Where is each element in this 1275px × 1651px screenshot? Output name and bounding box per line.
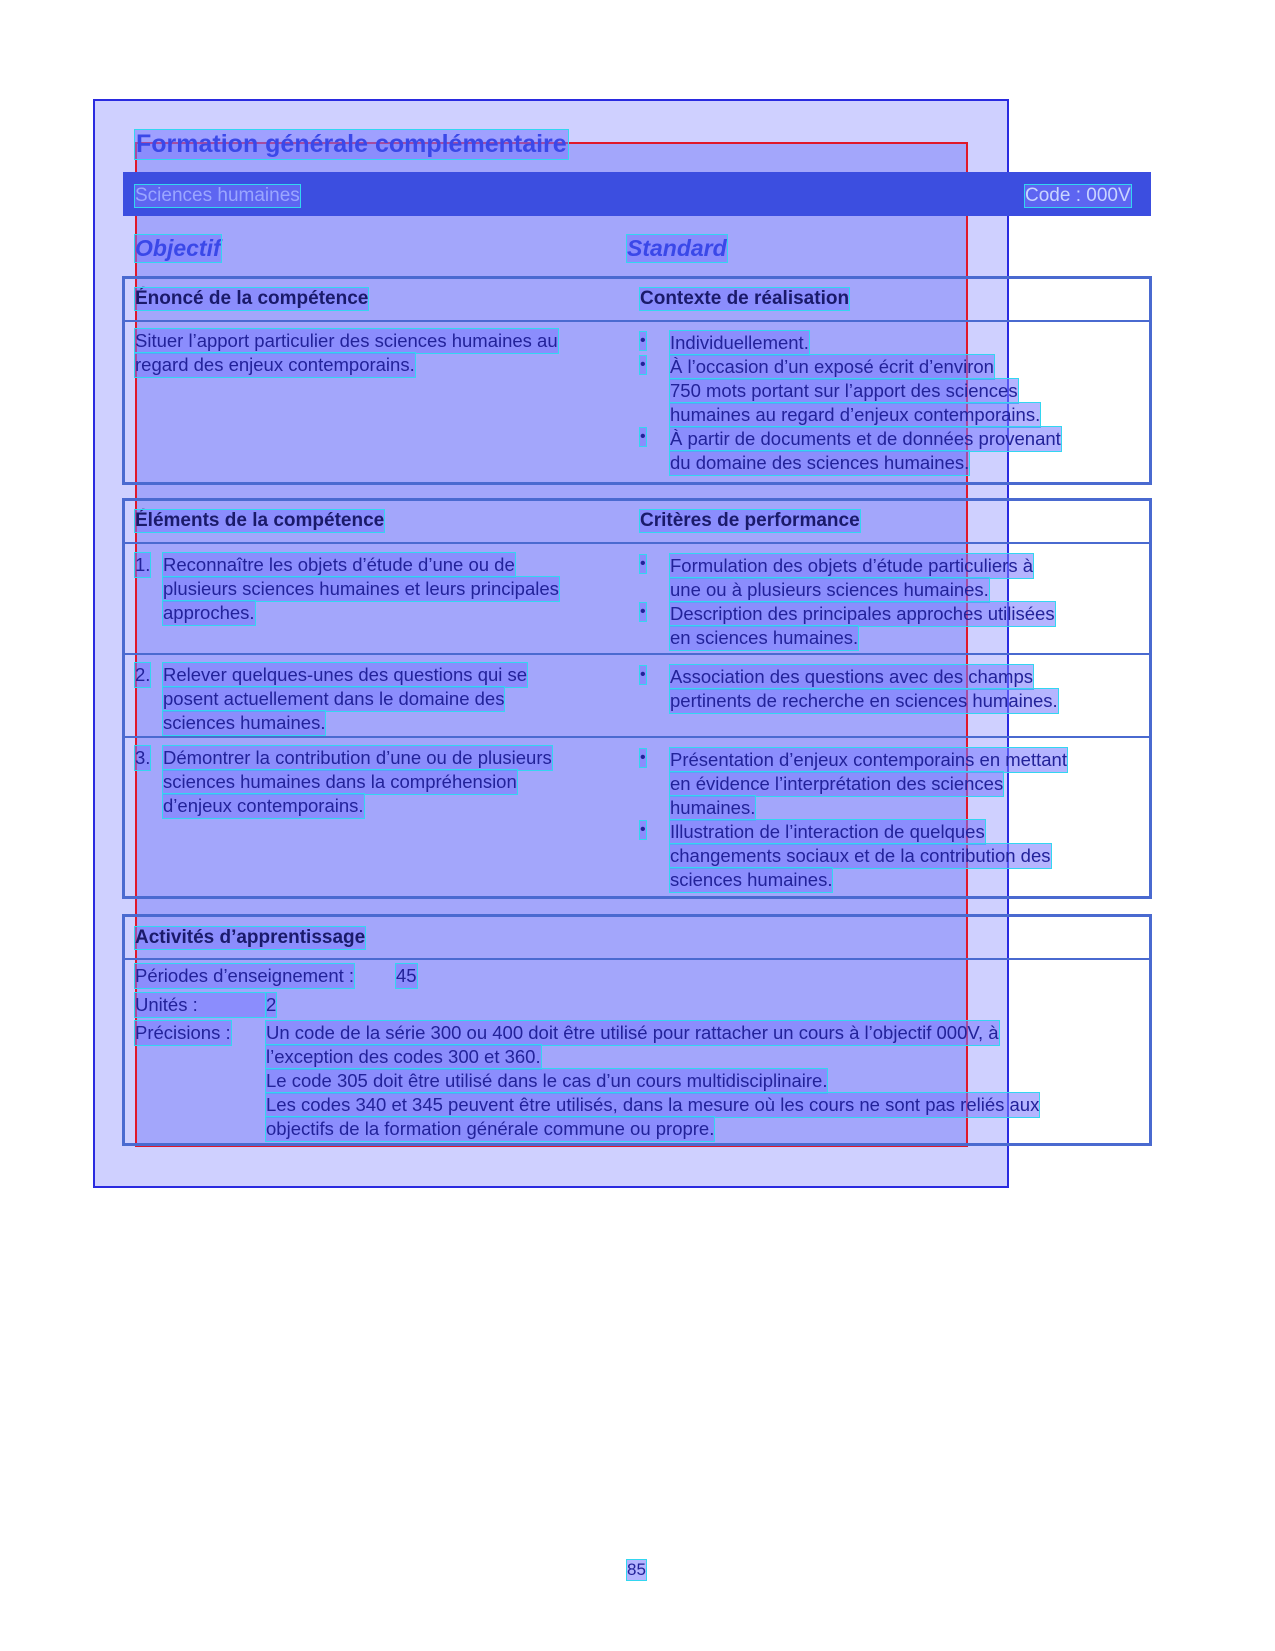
periods-value: 45 (396, 965, 417, 986)
element-text-line: d’enjeux contemporains. (163, 795, 364, 816)
precisions-line: Le code 305 doit être utilisé dans le cas d’un cours multidisciplinaire. (266, 1070, 828, 1091)
criteria-item: Présentation d’enjeux contemporains en mettant (670, 749, 1067, 770)
bullet-icon: • (640, 666, 646, 683)
criteria-item: Association des questions avec des champs (670, 666, 1034, 687)
criteria-item: en évidence l’interprétation des sciences (670, 773, 1004, 794)
element-text-line: sciences humaines. (163, 712, 326, 733)
bullet-icon: • (640, 428, 646, 445)
criteria-item: Description des principales approches utilisées (670, 603, 1055, 624)
divider (122, 736, 1152, 738)
competence-text-line: regard des enjeux contemporains. (135, 354, 415, 375)
precisions-line: objectifs de la formation générale commune ou propre. (266, 1118, 715, 1139)
precisions-line: Un code de la série 300 ou 400 doit être utilisé pour rattacher un cours à l’objectif 000V, à (266, 1022, 999, 1043)
criteria-item: changements sociaux et de la contribution des (670, 845, 1051, 866)
competence-text-line: Situer l’apport particulier des sciences humaines au (135, 330, 558, 351)
criteria-item: humaines. (670, 797, 756, 818)
criteria-item: une ou à plusieurs sciences humaines. (670, 579, 989, 600)
bullet-icon: • (640, 555, 646, 572)
context-item: À partir de documents et de données provenant (670, 428, 1061, 449)
divider (122, 958, 1152, 960)
elements-header: Éléments de la compétence (135, 510, 385, 531)
element-text-line: Démontrer la contribution d’une ou de plusieurs (163, 747, 552, 768)
competence-header: Énoncé de la compétence (135, 288, 369, 309)
precisions-line: l’exception des codes 300 et 360. (266, 1046, 541, 1067)
context-header: Contexte de réalisation (640, 288, 850, 309)
bullet-icon: • (640, 603, 646, 620)
criteria-item: en sciences humaines. (670, 627, 859, 648)
element-number: 1. (135, 554, 151, 575)
context-item: À l’occasion d’un exposé écrit d’environ (670, 356, 994, 377)
divider (122, 542, 1152, 544)
banner-code: Code : 000V (1025, 185, 1131, 206)
bullet-icon: • (640, 356, 646, 373)
element-text-line: sciences humaines dans la compréhension (163, 771, 517, 792)
criteria-item: sciences humaines. (670, 869, 833, 890)
units-label: Unités : (135, 993, 266, 1017)
precisions-label: Précisions : (135, 1022, 231, 1043)
criteria-item: Illustration de l’interaction de quelques (670, 821, 985, 842)
precisions-line: Les codes 340 et 345 peuvent être utilisés, dans la mesure où les cours ne sont pas reliés aux (266, 1094, 1040, 1115)
element-text-line: Relever quelques-unes des questions qui se (163, 664, 528, 685)
element-text-line: posent actuellement dans le domaine des (163, 688, 505, 709)
bullet-icon: • (640, 749, 646, 766)
banner-discipline: Sciences humaines (135, 185, 300, 206)
element-text-line: plusieurs sciences humaines et leurs principales (163, 578, 559, 599)
element-number: 2. (135, 664, 151, 685)
criteria-header: Critères de performance (640, 510, 860, 531)
context-item: 750 mots portant sur l’apport des sciences (670, 380, 1018, 401)
bullet-icon: • (640, 332, 646, 349)
element-number: 3. (135, 747, 151, 768)
page-title: Formation générale complémentaire (136, 130, 567, 158)
periods-label: Périodes d’enseignement : (135, 965, 355, 986)
subhead-objectif: Objectif (135, 235, 221, 261)
subhead-standard: Standard (627, 235, 727, 261)
context-item: humaines au regard d’enjeux contemporains. (670, 404, 1041, 425)
bullet-icon: • (640, 821, 646, 838)
criteria-item: pertinents de recherche en sciences humaines. (670, 690, 1058, 711)
context-item: du domaine des sciences humaines. (670, 452, 970, 473)
criteria-item: Formulation des objets d’étude particuliers à (670, 555, 1033, 576)
context-item: Individuellement. (670, 332, 809, 353)
divider (122, 320, 1152, 322)
divider (122, 653, 1152, 655)
element-text-line: Reconnaître les objets d’étude d’une ou de (163, 554, 515, 575)
units-value: 2 (266, 994, 277, 1015)
activities-header: Activités d’apprentissage (135, 927, 366, 948)
page-number: 85 (627, 1560, 646, 1579)
element-text-line: approches. (163, 602, 255, 623)
